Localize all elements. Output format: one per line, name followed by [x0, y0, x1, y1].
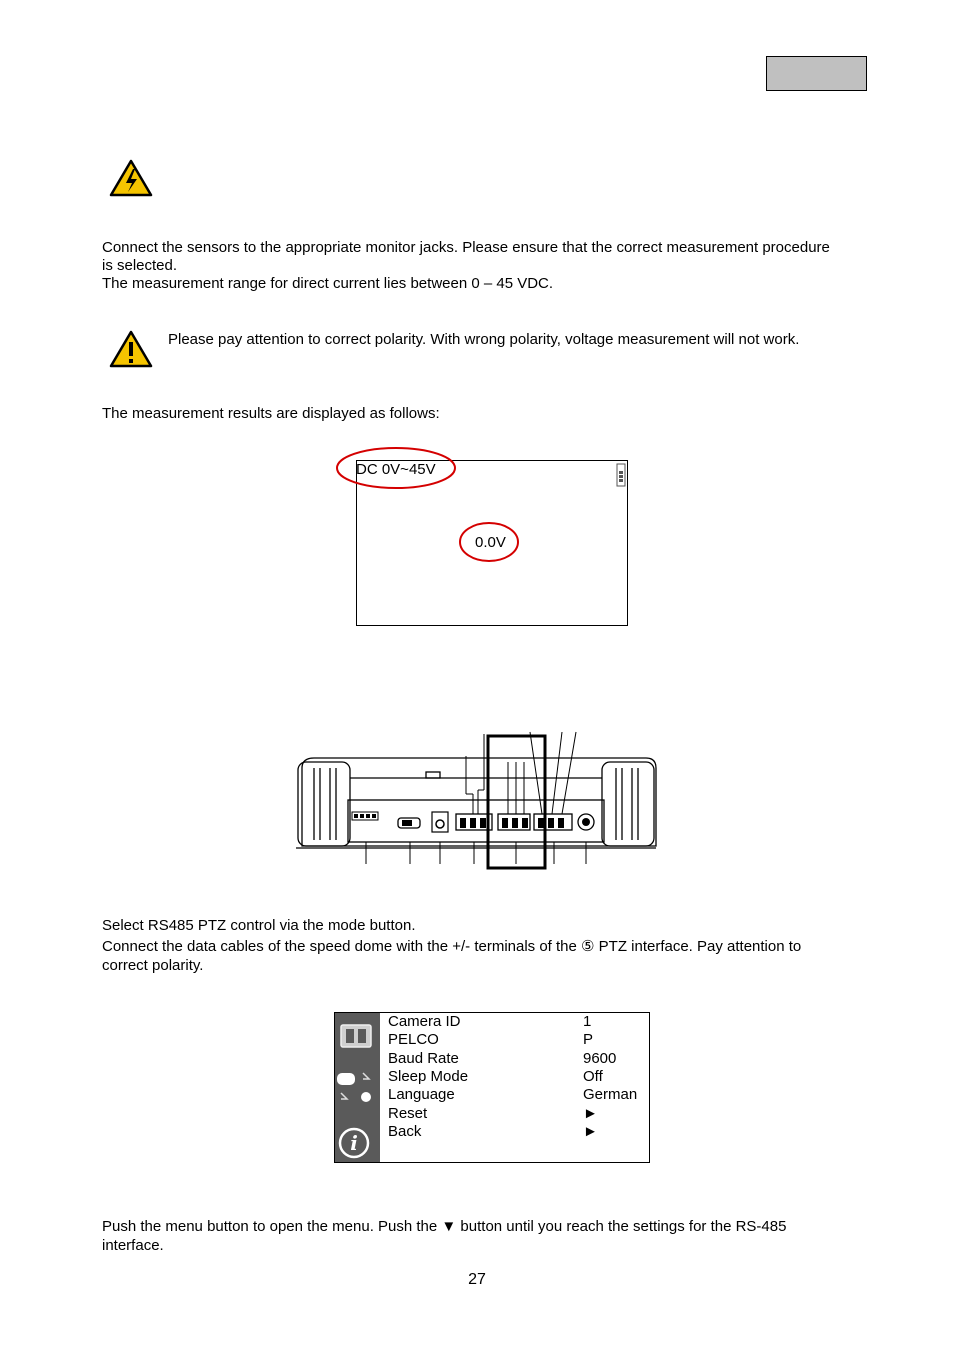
header-box — [766, 56, 867, 91]
footer-line-1: Push the menu button to open the menu. Push the ▼ button until you reach the settings for the RS-485 — [102, 1218, 787, 1235]
rs485-line-2: Connect the data cables of the speed dome with the +/- terminals of the ⑤ PTZ interface. Pay attention to — [102, 938, 802, 955]
menu-item-value: P — [583, 1031, 594, 1048]
intro-line-3: The measurement range for direct current lies between 0 – 45 VDC. — [102, 275, 554, 292]
results-caption: The measurement results are displayed as follows: — [102, 405, 440, 422]
page-number: 27 — [468, 1271, 486, 1288]
intro-line-1: Connect the sensors to the appropriate monitor jacks. Please ensure that the correct measurement procedure — [102, 239, 830, 256]
menu-item-label: Language — [388, 1086, 455, 1103]
svg-text:i: i — [350, 1131, 358, 1155]
menu-item-value: Off — [583, 1068, 603, 1085]
highlight-annotations — [330, 444, 530, 570]
menu-book-icon — [342, 1014, 372, 1034]
rs485-line-1: Select RS485 PTZ control via the mode button. — [102, 917, 416, 934]
menu-item-value: 1 — [583, 1013, 592, 1030]
footer-line-2: interface. — [102, 1237, 164, 1254]
rs485-line-3: correct polarity. — [102, 957, 204, 974]
menu-item-label: Reset — [388, 1105, 428, 1122]
info-icon — [336, 1126, 376, 1158]
menu-item-label: Back — [388, 1123, 422, 1140]
mode-label: DC 0V~45V — [356, 461, 436, 478]
menu-item-label: PELCO — [388, 1031, 439, 1048]
menu-item-value: German — [583, 1086, 638, 1103]
polarity-warning-text: Please pay attention to correct polarity. With wrong polarity, voltage measurement will not work. — [168, 331, 800, 348]
menu-connection-icon — [336, 1070, 376, 1106]
battery-icon — [616, 463, 626, 487]
menu-item-value: 9600 — [583, 1050, 617, 1067]
high-voltage-warning-icon — [108, 158, 154, 198]
menu-item-value: ► — [583, 1123, 598, 1140]
menu-item-label: Camera ID — [388, 1013, 461, 1030]
menu-item-label: Sleep Mode — [388, 1068, 469, 1085]
caution-warning-icon — [108, 329, 154, 369]
menu-item-value: ► — [583, 1105, 598, 1122]
device-connector-diagram — [290, 728, 662, 872]
voltage-reading: 0.0V — [475, 534, 506, 551]
menu-item-label: Baud Rate — [388, 1050, 459, 1067]
intro-line-2: is selected. — [102, 257, 178, 274]
